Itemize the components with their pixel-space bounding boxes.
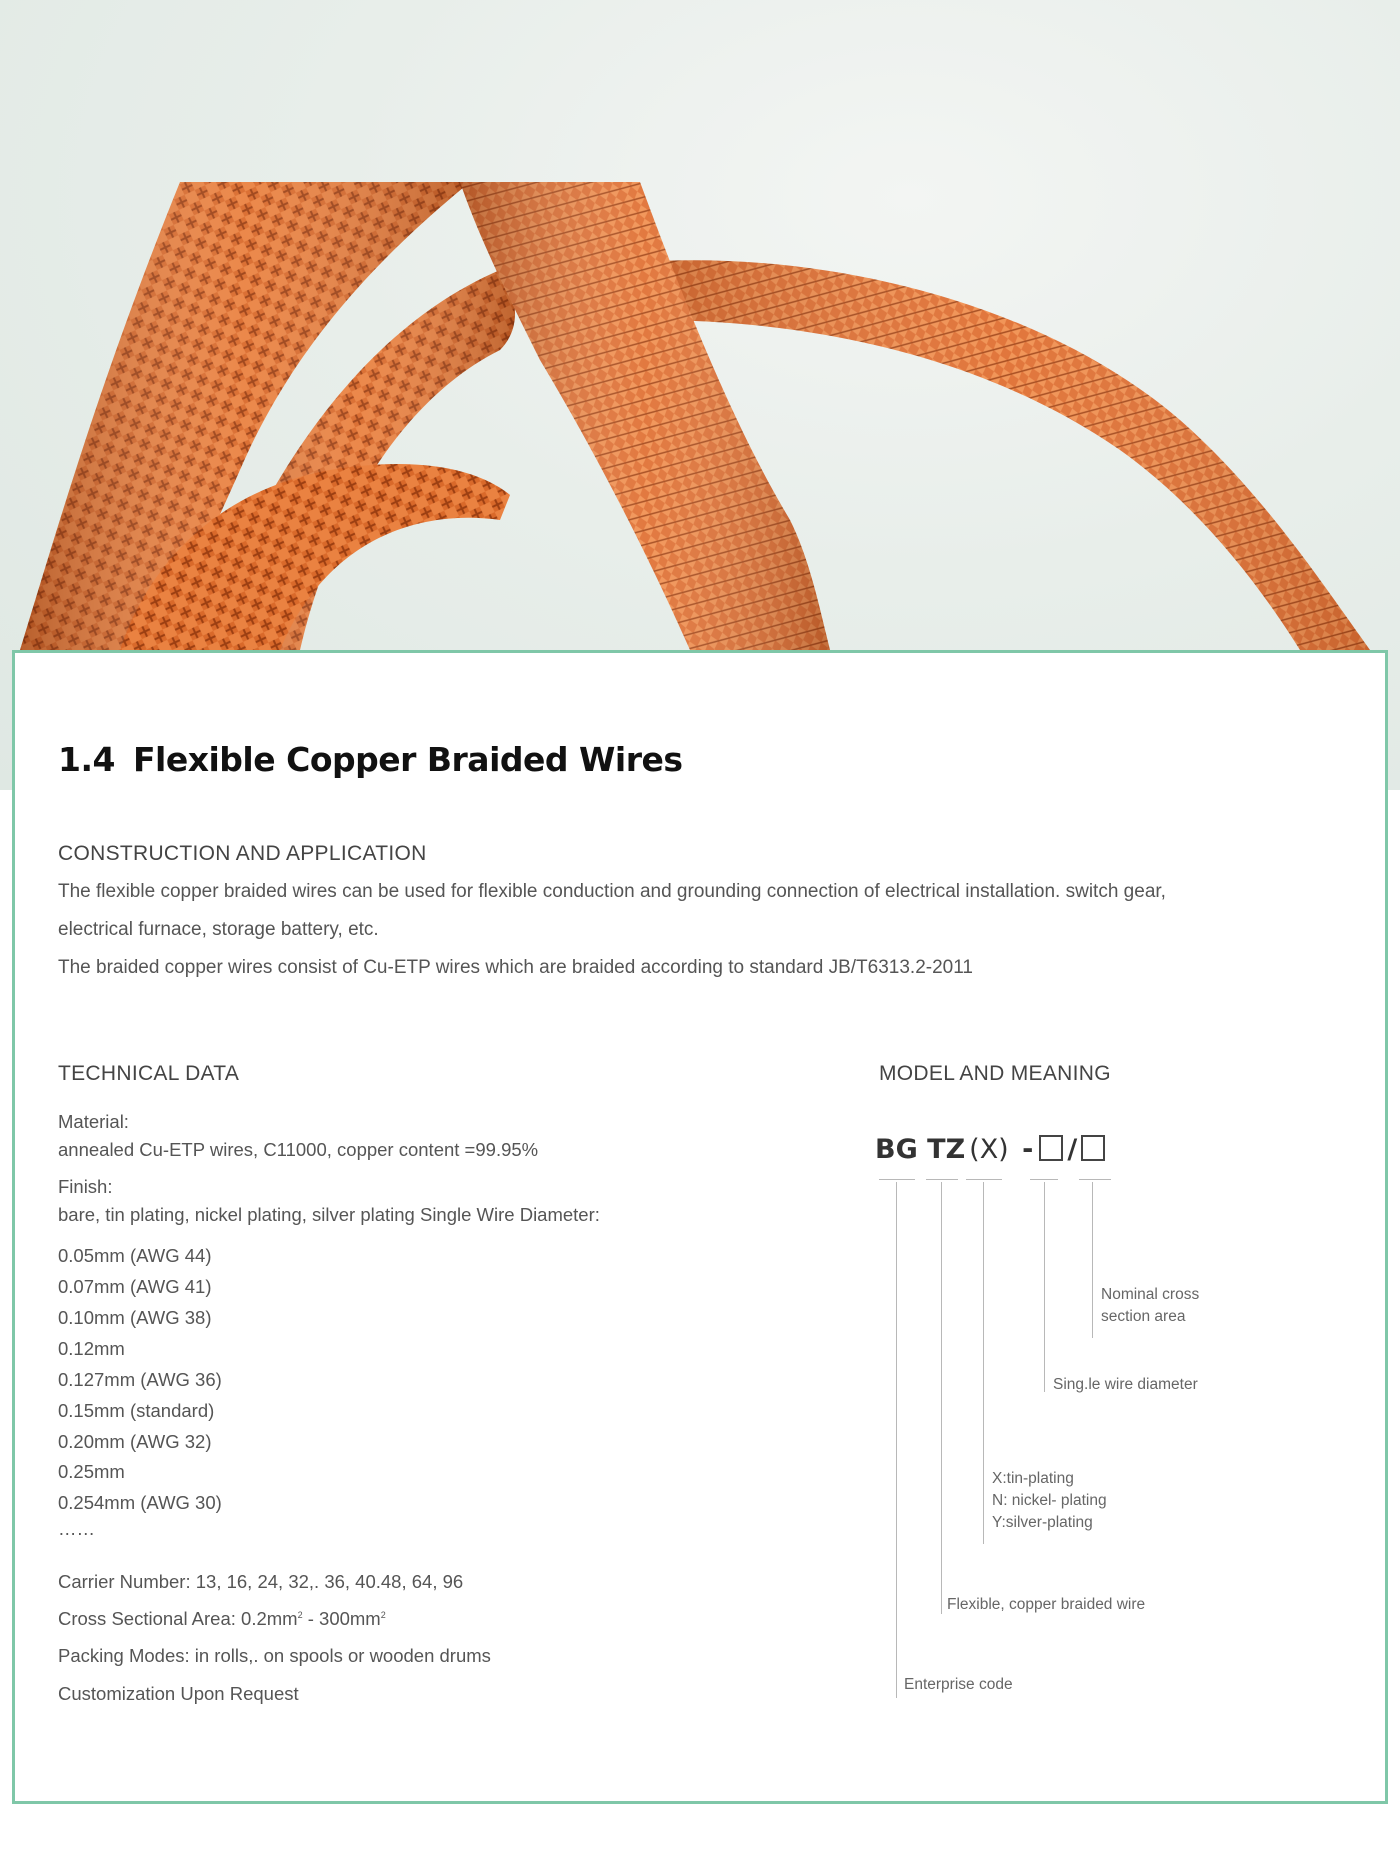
label-plating: X:tin-plating N: nickel- plating Y:silver-plating	[992, 1470, 1107, 1531]
diameter-item: 0.25mm	[58, 1461, 125, 1482]
cross-sectional-area: Cross Sectional Area: $0.2mm^2 - 300mm^2$	[58, 1608, 386, 1629]
construction-heading: CONSTRUCTION AND APPLICATION	[58, 842, 427, 865]
material-value: annealed Cu-ETP wires, C11000, copper content =99.95%	[58, 1139, 539, 1160]
leader-plating	[983, 1182, 984, 1544]
underline-diameter	[1030, 1179, 1058, 1180]
label-flexible: Flexible, copper braided wire	[947, 1596, 1146, 1613]
material-label: Material:	[58, 1111, 129, 1132]
section-number: 1.4	[58, 740, 115, 779]
packing-modes: Packing Modes: in rolls,. on spools or wooden drums	[58, 1645, 491, 1666]
label-single-diameter: Sing.le wire diameter	[1053, 1376, 1198, 1393]
finish-value: bare, tin plating, nickel plating, silver plating Single Wire Diameter:	[58, 1204, 600, 1225]
code-bg: BG	[875, 1134, 918, 1165]
construction-line: The flexible copper braided wires can be used for flexible conduction and grounding connection of electrical installation. switch gear,	[58, 881, 1166, 902]
diameter-item: 0.12mm	[58, 1338, 125, 1359]
finish-label: Finish:	[58, 1176, 113, 1197]
diameter-item: 0.15mm (standard)	[58, 1400, 215, 1421]
model-code	[875, 1134, 1107, 1174]
underline-bg	[879, 1179, 915, 1180]
technical-heading: TECHNICAL DATA	[58, 1062, 240, 1085]
code-tz: TZ	[927, 1134, 966, 1165]
construction-line: The braided copper wires consist of Cu-ETP wires which are braided according to standard JB/T6313.2-2011	[58, 957, 973, 978]
carrier-number: Carrier Number: 13, 16, 24, 32,. 36, 40.48, 64, 96	[58, 1571, 464, 1592]
leader-flexible	[941, 1182, 942, 1614]
label-enterprise: Enterprise code	[904, 1676, 1013, 1693]
diameter-item: ……	[58, 1518, 95, 1539]
page-title	[58, 740, 683, 779]
diameter-item: 0.10mm (AWG 38)	[58, 1307, 212, 1328]
construction-line: electrical furnace, storage battery, etc.	[58, 919, 379, 940]
leader-area	[1092, 1182, 1093, 1338]
area-box	[1081, 1135, 1105, 1161]
code-dash: -	[1022, 1134, 1034, 1165]
diameter-box	[1039, 1135, 1063, 1161]
leader-enterprise	[896, 1182, 897, 1698]
customization: Customization Upon Request	[58, 1683, 299, 1704]
code-x: (X)	[969, 1134, 1009, 1165]
title-text: Flexible Copper Braided Wires	[132, 740, 683, 779]
label-nominal-area: Nominal cross section area	[1101, 1286, 1200, 1325]
underline-x	[966, 1179, 1002, 1180]
diameter-item: 0.07mm (AWG 41)	[58, 1276, 212, 1297]
diameter-item: 0.05mm (AWG 44)	[58, 1245, 212, 1266]
underline-area	[1079, 1179, 1111, 1180]
code-slash: /	[1067, 1134, 1078, 1165]
diameter-item: 0.20mm (AWG 32)	[58, 1431, 212, 1452]
content-card	[12, 650, 1388, 1804]
underline-tz	[926, 1179, 958, 1180]
diameter-item: 0.254mm (AWG 30)	[58, 1492, 222, 1513]
diameter-item: 0.127mm (AWG 36)	[58, 1369, 222, 1390]
leader-diameter	[1044, 1182, 1045, 1392]
construction-text	[58, 873, 1166, 987]
model-heading: MODEL AND MEANING	[879, 1062, 1111, 1085]
